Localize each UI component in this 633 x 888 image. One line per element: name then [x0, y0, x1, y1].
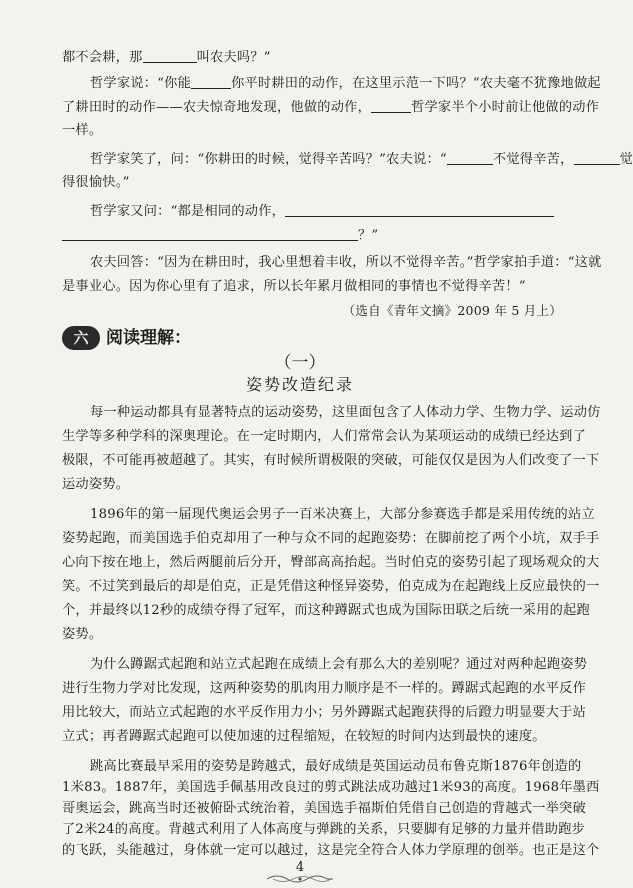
text: 哲学家又问：“都是相同的动作， — [90, 204, 286, 219]
text: 哲学家笑了，问：“你耕田的时候，觉得辛苦吗？”农夫说：“ — [90, 152, 447, 167]
article-line: 了2米24的高度。背越式利用了人体高度与弹跳的关系，只要脚有足够的力量并借助跑步 — [62, 822, 586, 837]
page-number: 4 — [295, 860, 305, 875]
text: ？” — [358, 228, 379, 243]
article-line: 用比较大，而站立式起跑的水平反作用力小；另外蹲踞式起跑获得的后蹬力明显要大于站 — [62, 705, 587, 720]
article-line: 运动姿势。 — [62, 477, 130, 492]
article-line: 1米83。1887年，美国选手佩基用改良过的剪式跳法成功越过1米93的高度。1968年墨西 — [62, 780, 600, 795]
text: 觉 — [619, 152, 633, 167]
text: 一样。 — [62, 123, 103, 138]
article-line: 姿势起跑，而美国选手伯克却用了一种与众不同的起跑姿势：在脚前挖了两个小坑，双手手 — [62, 531, 600, 546]
article-line: 的飞跃，头能越过，身体就一定可以越过，这是完全符合人体力学原理的创举。也正是这个 — [62, 843, 600, 858]
section-number-badge: 六 — [62, 326, 100, 350]
page-ornament-icon — [265, 872, 335, 886]
text: 你平时耕田的动作，在这里示范一下吗？”农夫毫不犹豫地做起 — [231, 76, 601, 91]
article-line: 为什么蹲踞式起跑和站立式起跑在成绩上会有那么大的差别呢？通过对两种起跑姿势 — [90, 657, 588, 672]
article-line: 笑。不过笑到最后的却是伯克，正是凭借这种怪异姿势，伯克成为在起跑线上反应最快的一 — [62, 579, 600, 594]
section-title: 阅读理解： — [106, 328, 191, 348]
text: 都不会耕，那 — [62, 50, 143, 65]
article-line: 立式；再者蹲踞式起跑可以使加速的过程缩短，在较短的时间内达到最快的速度。 — [62, 729, 546, 744]
dialogue-line-10: 是事业心。因为你心里有了追求，所以长年累月做相同的事情也不觉得辛苦！” — [62, 279, 526, 294]
text: 了耕田时的动作——农夫惊奇地发现，他做的动作， — [62, 100, 372, 115]
article-line: 心向下按在地上，然后两腿前后分开，臀部高高抬起。当时伯克的姿势引起了现场观众的大 — [62, 555, 600, 570]
article-line: 1896年的第一届现代奥运会男子一百米决赛上，大部分参赛选手都是采用传统的站立 — [90, 507, 595, 522]
article-line: 极限，不可能再被超越了。其实，有时候所谓极限的突破，可能仅仅是因为人们改变了一下 — [62, 453, 600, 468]
article-line: 哥奥运会，跳高当时还被俯卧式统治着，美国选手福斯伯凭借自己创造的背越式一举突破 — [62, 801, 587, 816]
article-line: 姿势。 — [62, 627, 103, 642]
article-line: 跳高比赛最早采用的姿势是跨越式，最好成绩是英国运动员布鲁克斯1876年创造的 — [90, 759, 582, 774]
text: 哲学家半个小时前让他做的动作 — [411, 100, 600, 115]
article-line: 每一种运动都具有显著特点的运动姿势，这里面包含了人体动力学、生物力学、运动仿 — [90, 405, 601, 420]
part-heading: （一） — [274, 353, 326, 373]
text: 哲学家说：“你能 — [90, 76, 192, 91]
article-line: 个，并最终以12秒的成绩夺得了冠军，而这种蹲踞式也成为国际田联之后统一采用的起跑 — [62, 603, 590, 618]
text: 叫农夫吗？” — [196, 50, 271, 65]
article-line: 生学等多种学科的深奥理论。在一定时期内，人们常常会认为某项运动的成绩已经达到了 — [62, 429, 587, 444]
text: 得很愉快。” — [62, 175, 130, 190]
source-citation: （选自《青年文摘》2009 年 5 月上） — [342, 303, 562, 318]
text: 农夫回答：“因为在耕田时，我心里想着丰收，所以不觉得辛苦。”哲学家拍手道：“这就 — [90, 255, 602, 270]
article-title: 姿势改造纪录 — [245, 375, 354, 394]
article-line: 进行生物力学对比发现，这两种姿势的肌肉用力顺序是不一样的。蹲踞式起跑的水平反作 — [62, 681, 587, 696]
text: 不觉得辛苦， — [492, 152, 574, 167]
